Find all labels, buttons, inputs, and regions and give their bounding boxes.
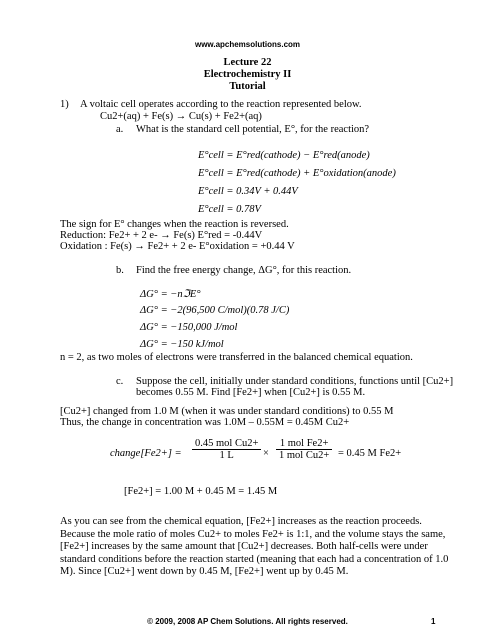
cell-potential-eq-3: E°cell = 0.34V + 0.44V xyxy=(198,186,298,197)
free-energy-eq-3: ΔG° = −150,000 J/mol xyxy=(140,322,238,333)
question-intro: A voltaic cell operates according to the reaction represented below. xyxy=(80,99,362,110)
fraction-cu-denominator: 1 L xyxy=(219,450,234,461)
cell-potential-eq-1: E°cell = E°red(cathode) − E°red(anode) xyxy=(198,150,370,161)
sign-note: The sign for E° changes when the reaction is reversed. xyxy=(60,219,289,230)
lecture-subtitle: Tutorial xyxy=(229,81,266,92)
fraction-fe-numerator: 1 mol Fe2+ xyxy=(276,438,332,450)
part-c-answer-line-1: [Cu2+] changed from 1.0 M (when it was under standard conditions) to 0.55 M xyxy=(60,406,394,417)
fraction-cu-per-liter xyxy=(192,438,261,461)
part-c-question-line-1: Suppose the cell, initially under standard conditions, functions until [Cu2+] xyxy=(136,376,454,387)
part-c-question-line-2: becomes 0.55 M. Find [Fe2+] when [Cu2+] is 0.55 M. xyxy=(136,387,366,398)
oxidation-half-reaction: Oxidation : Fe(s) → Fe2+ + 2 e- E°oxidation = +0.44 V xyxy=(60,241,295,252)
question-number: 1) xyxy=(60,99,69,110)
free-energy-eq-1: ΔG° = −nℑE° xyxy=(140,289,201,300)
reduction-half-reaction: Reduction: Fe2+ + 2 e- → Fe(s) E°red = -0.44V xyxy=(60,230,263,241)
fraction-fe-denominator: 1 mol Cu2+ xyxy=(279,450,330,461)
part-c-label: c. xyxy=(116,376,124,387)
part-b-question: Find the free energy change, ΔG°, for this reaction. xyxy=(136,265,352,276)
part-a-question: What is the standard cell potential, E°, for the reaction? xyxy=(136,124,370,135)
fraction-mole-ratio xyxy=(276,438,332,461)
part-c-answer-line-2: Thus, the change in concentration was 1.0M – 0.55M = 0.45M Cu2+ xyxy=(60,417,350,428)
cell-potential-eq-4: E°cell = 0.78V xyxy=(198,204,261,215)
change-fe-label: change[Fe2+] = xyxy=(110,448,182,459)
electrons-note: n = 2, as two moles of electrons were transferred in the balanced chemical equation. xyxy=(60,352,413,363)
final-fe-concentration: [Fe2+] = 1.00 M + 0.45 M = 1.45 M xyxy=(124,486,278,497)
page-number: 1 xyxy=(431,617,436,626)
copyright-footer: © 2009, 2008 AP Chem Solutions. All rights reserved. xyxy=(147,617,348,626)
site-url: www.apchemsolutions.com xyxy=(194,40,301,49)
change-fe-result: = 0.45 M Fe2+ xyxy=(338,448,402,459)
free-energy-eq-4: ΔG° = −150 kJ/mol xyxy=(140,339,224,350)
reaction-equation: Cu2+(aq) + Fe(s) → Cu(s) + Fe2+(aq) xyxy=(100,111,262,122)
part-b-label: b. xyxy=(116,265,124,276)
cell-potential-eq-2: E°cell = E°red(cathode) + E°oxidation(anode) xyxy=(198,168,396,179)
explanation-paragraph: As you can see from the chemical equation, [Fe2+] increases as the reaction proceeds. Because the mole ratio of moles Cu2+ to moles Fe2+ is 1:1, and the volume stays the same, [Fe2+] increases by the same amount that [Cu2+] decreases. Both half-cells were under standard conditions before the reaction started (meaning that each had a concentration of 1.0 M). Since [Cu2+] went down by 0.45 M, [Fe2+] went up by 0.45 M. xyxy=(60,516,449,577)
multiply-sign: × xyxy=(263,448,269,459)
lecture-title: Electrochemistry II xyxy=(203,69,292,80)
free-energy-eq-2: ΔG° = −2(96,500 C/mol)(0.78 J/C) xyxy=(140,305,290,316)
part-a-label: a. xyxy=(116,124,124,135)
fraction-cu-numerator: 0.45 mol Cu2+ xyxy=(192,438,261,450)
lecture-number: Lecture 22 xyxy=(223,57,272,68)
